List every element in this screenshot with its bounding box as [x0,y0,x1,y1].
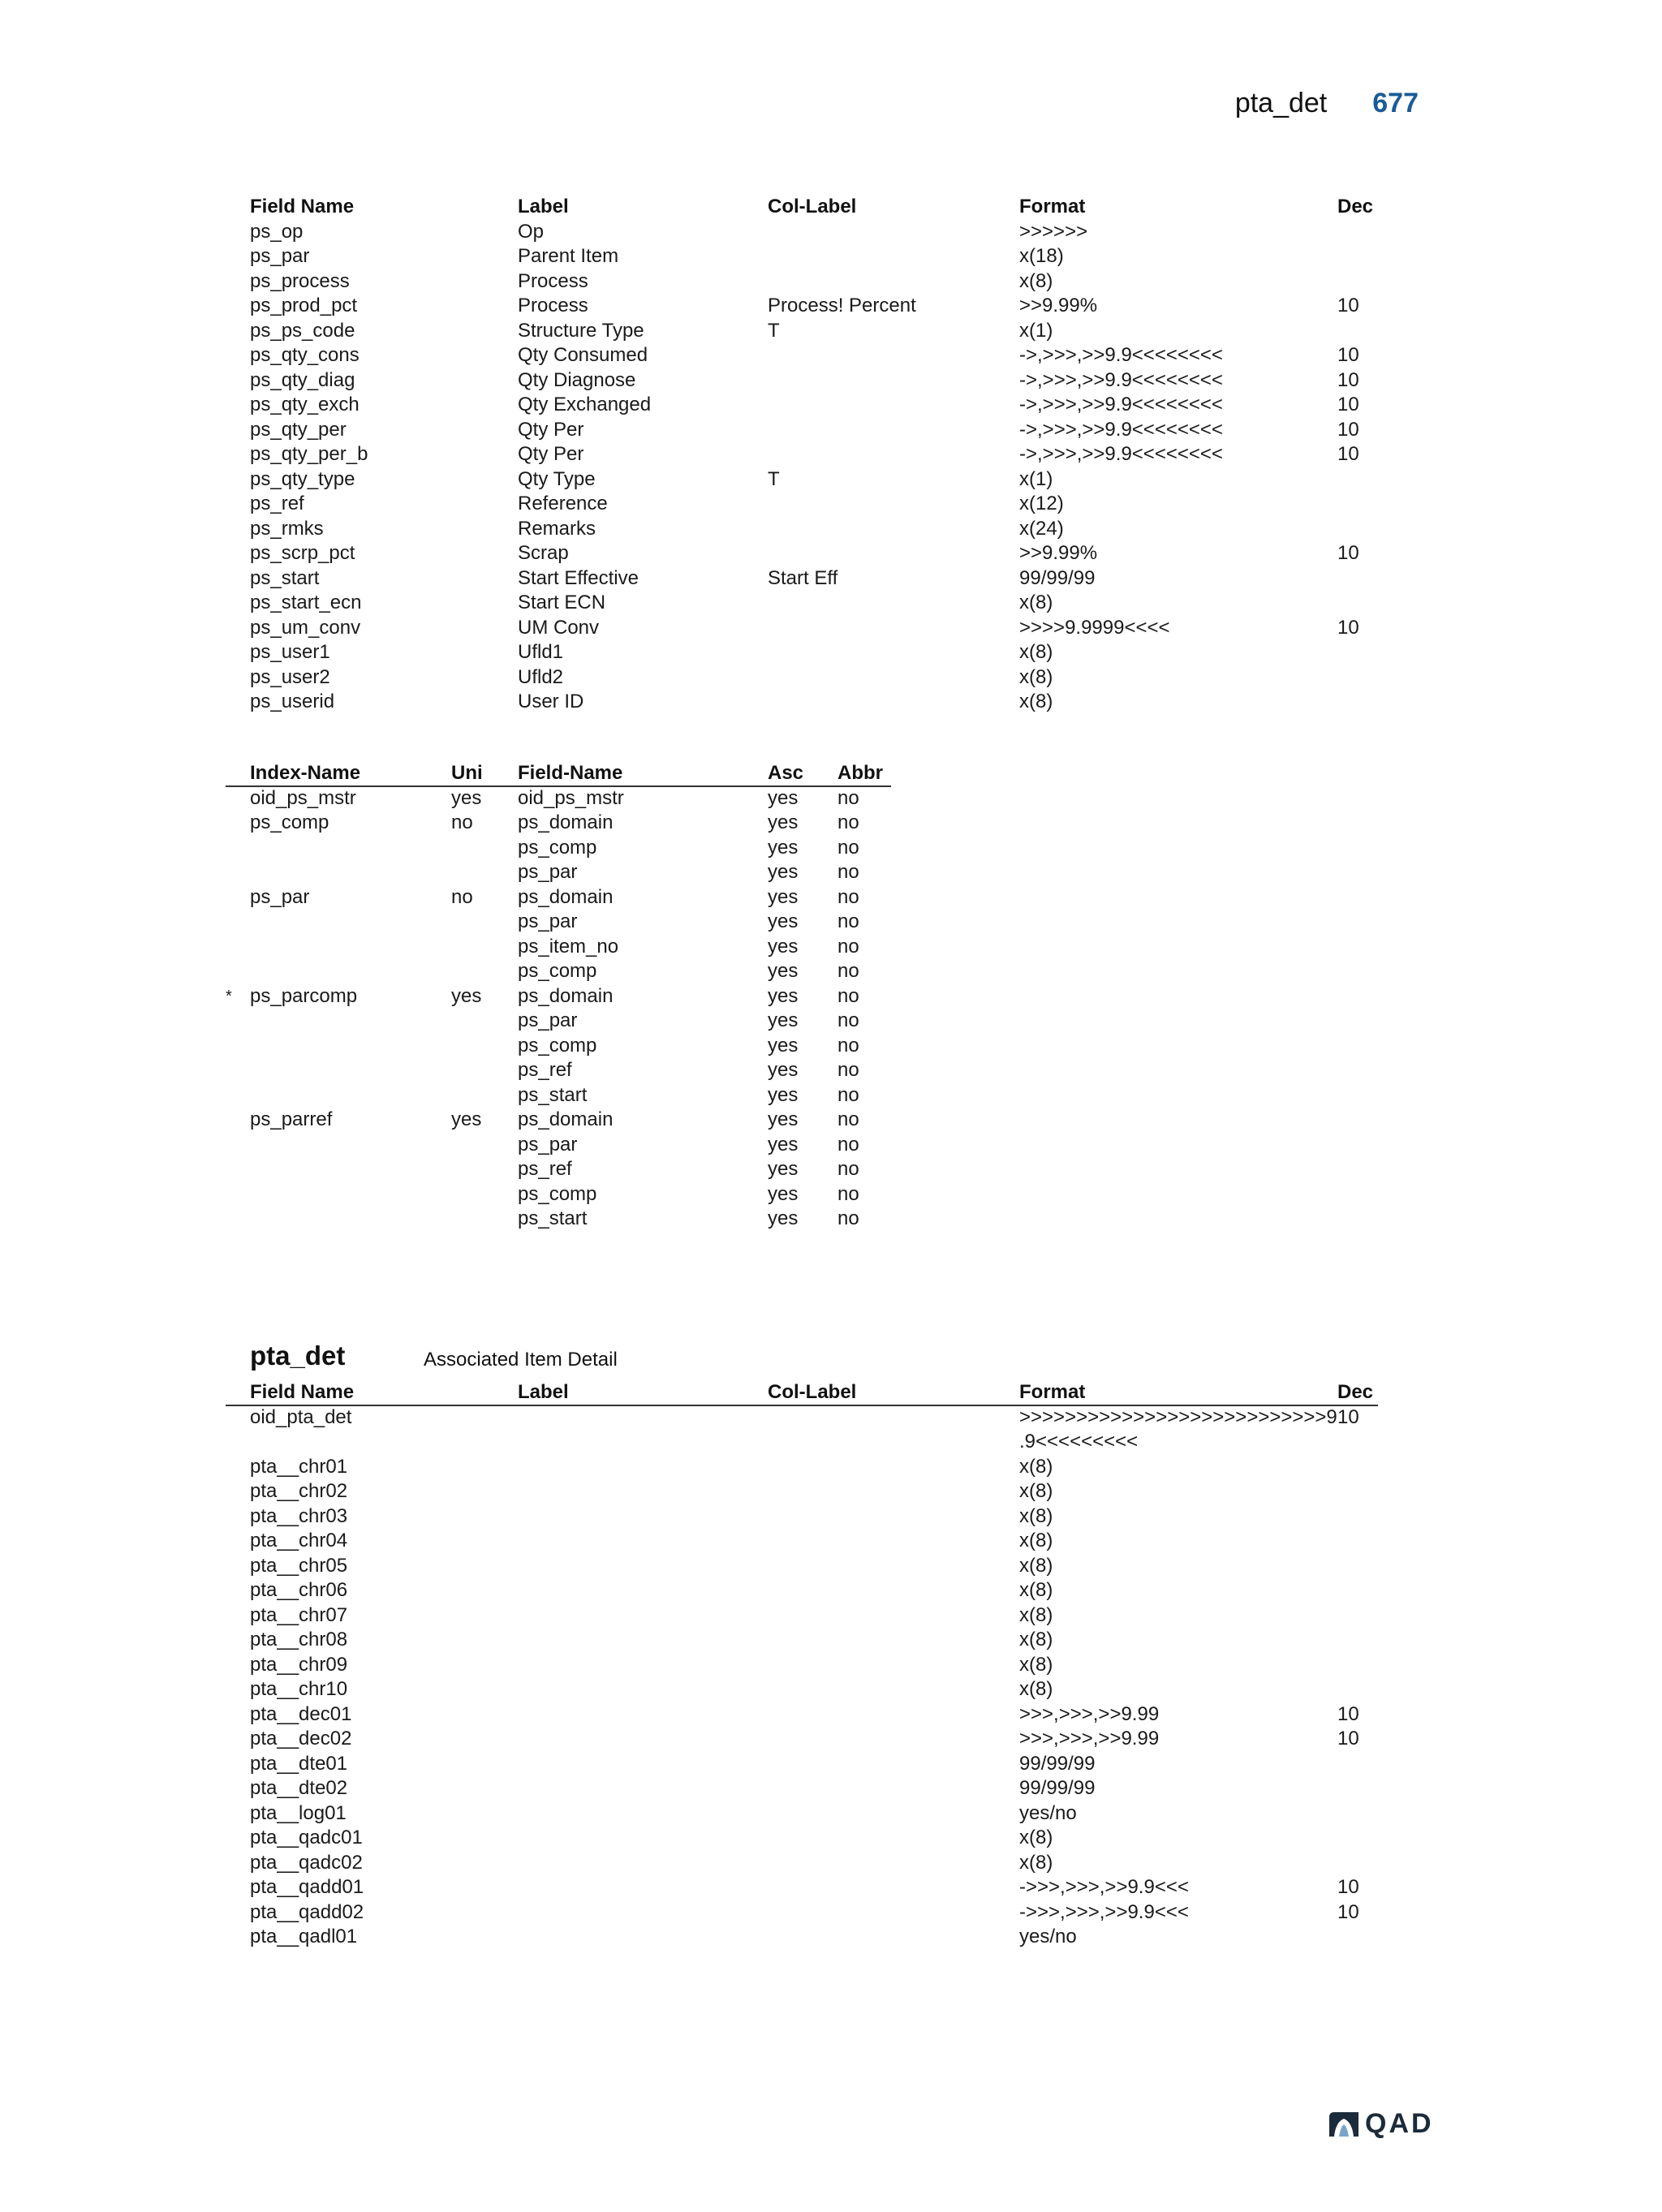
label-cell: Parent Item [518,245,619,267]
table-row [226,1578,1378,1603]
field-name-cell: pta__chr03 [250,1504,348,1527]
abbreviated-cell: no [837,811,859,833]
header-asc: Asc [768,762,804,784]
table-header-row [226,761,891,786]
table-row [226,1009,891,1034]
table-row [226,1083,891,1108]
header-dec: Dec [1337,196,1374,217]
table-row [226,1677,1378,1702]
field-name-cell: pta__chr08 [250,1629,348,1650]
label-cell: Qty Consumed [518,344,648,366]
header-col-label: Col-Label [768,1381,857,1403]
header-dec: Dec [1337,1381,1374,1403]
label-cell: Process [518,269,588,292]
format-cell: ->>>,>>>,>>9.9<<< [1019,1876,1189,1898]
format-cell: x(8) [1019,269,1053,292]
field-name-cell: pta__chr02 [250,1480,348,1502]
format-cell: yes/no [1019,1926,1077,1947]
table-row [226,1702,1378,1728]
table-row-continuation [226,1430,1378,1455]
field-name-cell: pta__qadc01 [250,1827,363,1848]
field-name-cell: oid_pta_det [250,1405,352,1428]
format-cell: x(8) [1019,1629,1053,1650]
page-number: 677 [1372,88,1419,118]
table-row [226,418,1378,443]
field-name-cell: ps_userid [250,691,335,712]
field-name-cell: ps_comp [518,836,597,859]
col-label-cell: T [768,467,780,490]
ascending-cell: yes [768,1083,799,1106]
format-cell: >>>>9.9999<<<< [1019,616,1170,639]
qad-logo [1328,2108,1434,2140]
dec-cell: 10 [1337,394,1359,415]
field-name-cell: pta__chr06 [250,1579,348,1601]
abbreviated-cell: no [837,1158,859,1180]
ascending-cell: yes [768,960,799,982]
format-cell: 99/99/99 [1019,1752,1096,1775]
field-name-cell: pta__qadd02 [250,1900,364,1923]
table-row [226,1826,1378,1851]
abbreviated-cell: no [837,1009,859,1031]
index-name-cell: ps_parcomp [250,984,358,1007]
table-row [226,640,1378,665]
field-name-cell: ps_start [518,1083,588,1106]
format-cell: 99/99/99 [1019,566,1096,589]
field-name-cell: ps_ref [250,493,304,514]
abbreviated-cell: no [837,984,859,1007]
header-index-name: Index-Name [250,762,361,784]
dec-cell: 10 [1337,418,1359,441]
format-cell: >>>,>>>,>>9.99 [1019,1728,1160,1749]
table-row [226,492,1378,517]
field-name-cell: pta__qadd01 [250,1876,364,1898]
table-row [226,910,891,935]
ascending-cell: yes [768,786,799,809]
field-name-cell: ps_qty_per_b [250,443,368,465]
format-cell: x(8) [1019,1603,1053,1626]
field-name-cell: ps_domain [518,1108,614,1130]
table-header-row [226,1380,1378,1405]
field-name-cell: ps_ref [518,1158,572,1180]
format-cell: ->>>,>>>,>>9.9<<< [1019,1900,1189,1923]
field-name-cell: ps_qty_diag [250,368,355,391]
field-name-cell: ps_qty_cons [250,344,360,366]
field-name-cell: ps_user1 [250,641,330,663]
table-row [226,1752,1378,1777]
field-name-cell: ps_qty_exch [250,394,360,415]
format-cell: x(8) [1019,1480,1053,1502]
format-cell: x(8) [1019,1455,1053,1478]
table-row [226,984,891,1009]
abbreviated-cell: no [837,1182,859,1205]
format-cell: ->,>>>,>>9.9<<<<<<<< [1019,368,1223,391]
format-cell: yes/no [1019,1801,1077,1824]
table-row [226,517,1378,542]
label-cell: UM Conv [518,616,600,639]
format-cell: x(8) [1019,592,1053,613]
header-abbr: Abbr [837,762,883,784]
table-row [226,1034,891,1059]
field-name-cell: ps_prod_pct [250,295,358,316]
table-row [226,591,1378,616]
format-cell: x(8) [1019,1827,1053,1848]
header-field-name: Field-Name [518,762,623,784]
ascending-cell: yes [768,811,799,833]
label-cell: Qty Per [518,418,584,441]
table-row [226,1157,891,1182]
field-name-cell: ps_scrp_pct [250,542,355,564]
table-row [226,1529,1378,1554]
ascending-cell: yes [768,1108,799,1130]
dec-cell: 10 [1337,1900,1359,1923]
label-cell: Remarks [518,517,596,540]
abbreviated-cell: no [837,836,859,859]
field-name-cell: oid_ps_mstr [518,786,624,809]
table-row [226,1455,1378,1480]
header-label: Label [518,196,569,217]
format-cell: >>>>>> [1019,220,1088,243]
field-name-cell: ps_qty_type [250,467,355,490]
table-row [226,343,1378,368]
table-row [226,244,1378,269]
label-cell: Qty Type [518,467,596,490]
label-cell: Ufld2 [518,665,564,688]
abbreviated-cell: no [837,861,859,883]
ascending-cell: yes [768,1009,799,1031]
field-name-cell: ps_ps_code [250,319,355,342]
field-name-cell: pta__chr04 [250,1530,348,1551]
format-cell: x(8) [1019,691,1053,712]
field-name-cell: ps_comp [518,1182,597,1205]
pta-fields-table [226,1380,1378,1950]
col-label-cell: T [768,319,780,342]
table-row [226,1900,1378,1926]
field-name-cell: pta__chr07 [250,1603,348,1626]
format-cell: >>>,>>>,>>9.99 [1019,1702,1160,1725]
table-row [226,860,891,885]
label-cell: Scrap [518,542,569,564]
field-name-cell: pta__chr01 [250,1455,348,1478]
dec-cell: 10 [1337,443,1359,465]
dec-cell: 10 [1337,616,1359,639]
dec-cell: 10 [1337,1728,1359,1749]
table-row [226,1133,891,1158]
table-row [226,885,891,910]
format-cell: x(8) [1019,665,1053,688]
field-name-cell: ps_domain [518,885,614,908]
format-cell: x(24) [1019,517,1064,540]
table-row [226,1628,1378,1653]
field-name-cell: pta__log01 [250,1801,347,1824]
format-cell: x(1) [1019,319,1053,342]
header-field-name: Field Name [250,196,355,217]
field-name-cell: ps_op [250,220,304,243]
abbreviated-cell: no [837,1083,859,1106]
label-cell: Start Effective [518,566,639,589]
ascending-cell: yes [768,1133,799,1155]
table-row [226,1727,1378,1752]
table-row [226,319,1378,344]
table-row [226,959,891,984]
field-name-cell: pta__qadl01 [250,1926,358,1947]
ascending-cell: yes [768,1207,799,1229]
abbreviated-cell: no [837,786,859,809]
field-name-cell: ps_par [518,1133,578,1155]
section-description: Associated Item Detail [424,1349,618,1371]
field-name-cell: pta__dec01 [250,1702,352,1725]
format-cell: ->,>>>,>>9.9<<<<<<<< [1019,418,1223,441]
field-name-cell: ps_comp [518,960,597,982]
table-row [226,442,1378,467]
table-row [226,1851,1378,1876]
abbreviated-cell: no [837,935,859,958]
dec-cell: 10 [1337,295,1359,316]
dec-cell: 10 [1337,344,1359,366]
format-cell: ->,>>>,>>9.9<<<<<<<< [1019,344,1223,366]
header-format: Format [1019,196,1086,217]
field-name-cell: pta__dte01 [250,1752,348,1775]
label-cell: Start ECN [518,592,606,613]
format-cell: x(8) [1019,641,1053,663]
table-row [226,1603,1378,1629]
table-row [226,616,1378,641]
abbreviated-cell: no [837,1059,859,1081]
table-row [226,1207,891,1232]
table-row [226,1058,891,1083]
table-row [226,1554,1378,1579]
ascending-cell: yes [768,836,799,859]
unique-cell: no [451,885,473,908]
table-row [226,1405,1378,1431]
ascending-cell: yes [768,1034,799,1057]
abbreviated-cell: no [837,1133,859,1155]
table-row [226,467,1378,493]
ascending-cell: yes [768,935,799,958]
table-row [226,541,1378,566]
field-name-cell: ps_par [250,245,310,267]
label-cell: Op [518,220,545,243]
ascending-cell: yes [768,885,799,908]
table-row [226,1801,1378,1827]
format-cell: x(1) [1019,467,1053,490]
table-row [226,368,1378,394]
abbreviated-cell: no [837,1207,859,1229]
field-name-cell: ps_rmks [250,517,324,540]
section-title: pta_det [250,1341,346,1371]
ascending-cell: yes [768,861,799,883]
field-name-cell: pta__chr09 [250,1653,348,1676]
ps-fields-table [226,195,1378,715]
label-cell: Qty Per [518,443,584,465]
format-cell: >>9.99% [1019,542,1098,564]
field-name-cell: ps_qty_per [250,418,347,441]
label-cell: User ID [518,691,584,712]
field-name-cell: ps_par [518,1009,578,1031]
label-cell: Reference [518,493,608,514]
format-cell: 99/99/99 [1019,1777,1096,1799]
page-header [1235,88,1419,119]
format-cell: x(8) [1019,1554,1053,1577]
field-name-cell: ps_um_conv [250,616,361,639]
format-cell: x(8) [1019,1579,1053,1601]
table-row [226,1653,1378,1678]
field-name-cell: ps_par [518,861,578,883]
format-cell: x(8) [1019,1530,1053,1551]
ascending-cell: yes [768,1059,799,1081]
abbreviated-cell: no [837,1108,859,1130]
abbreviated-cell: no [837,885,859,908]
index-name-cell: ps_parref [250,1108,333,1130]
field-name-cell: ps_par [518,910,578,932]
label-cell: Structure Type [518,319,644,342]
table-row [226,1108,891,1133]
table-row [226,269,1378,295]
format-cell: x(8) [1019,1504,1053,1527]
field-name-cell: ps_item_no [518,935,619,958]
table-row [226,1182,891,1207]
table-row [226,220,1378,245]
dec-cell: 10 [1337,1405,1359,1428]
ascending-cell: yes [768,984,799,1007]
index-name-cell: ps_par [250,885,310,908]
field-name-cell: ps_ref [518,1059,572,1081]
unique-cell: yes [451,984,482,1007]
field-name-cell: ps_process [250,269,350,292]
field-name-cell: ps_comp [518,1034,597,1057]
format-cell: x(8) [1019,1678,1053,1700]
table-row [226,665,1378,691]
table-row [226,786,891,811]
header-field-name: Field Name [250,1381,355,1403]
header-uni: Uni [451,762,483,784]
field-name-cell: pta__chr05 [250,1554,348,1577]
table-row [226,1479,1378,1504]
field-name-cell: ps_start_ecn [250,592,362,613]
field-name-cell: pta__dec02 [250,1728,352,1749]
table-row [226,1875,1378,1900]
field-name-cell: pta__dte02 [250,1777,348,1799]
col-label-cell: Start Eff [768,566,838,589]
table-row [226,393,1378,418]
header-label: Label [518,1381,569,1403]
dec-cell: 10 [1337,1876,1359,1898]
ps-index-table [226,761,891,1232]
ascending-cell: yes [768,1158,799,1180]
format-cell: x(12) [1019,493,1064,514]
index-name-cell: oid_ps_mstr [250,786,356,809]
abbreviated-cell: no [837,910,859,932]
label-cell: Process [518,295,588,316]
ascending-cell: yes [768,910,799,932]
label-cell: Qty Diagnose [518,368,636,391]
format-cell: x(8) [1019,1851,1053,1874]
label-cell: Ufld1 [518,641,564,663]
table-row [226,836,891,861]
format-cell: x(8) [1019,1653,1053,1676]
header-col-label: Col-Label [768,196,857,217]
format-cell-continuation: .9<<<<<<<<< [1019,1431,1139,1452]
header-format: Format [1019,1381,1086,1403]
table-row [226,294,1378,319]
dec-cell: 10 [1337,368,1359,391]
field-name-cell: pta__chr10 [250,1678,348,1700]
format-cell: >>9.99% [1019,295,1098,316]
table-row [226,566,1378,592]
page-header-title: pta_det [1234,88,1328,118]
qad-logo-icon [1328,2111,1360,2138]
unique-cell: yes [451,1108,482,1130]
field-name-cell: pta__qadc02 [250,1851,363,1874]
table-row [226,1925,1378,1950]
field-name-cell: ps_domain [518,811,614,833]
unique-cell: yes [451,786,482,809]
index-name-cell: ps_comp [250,811,329,833]
primary-index-marker: * [226,987,232,1005]
table-row [226,935,891,960]
field-name-cell: ps_user2 [250,665,330,688]
table-row [226,811,891,836]
ascending-cell: yes [768,1182,799,1205]
format-cell: >>>>>>>>>>>>>>>>>>>>>>>>>>>9 [1019,1405,1337,1428]
field-name-cell: ps_domain [518,984,614,1007]
table-row [226,690,1378,715]
table-row [226,1504,1378,1530]
dec-cell: 10 [1337,542,1359,564]
abbreviated-cell: no [837,960,859,982]
format-cell: ->,>>>,>>9.9<<<<<<<< [1019,394,1223,415]
format-cell: ->,>>>,>>9.9<<<<<<<< [1019,443,1223,465]
field-name-cell: ps_start [518,1207,588,1229]
qad-logo-text: QAD [1365,2108,1434,2139]
table-header-row [226,195,1378,220]
field-name-cell: ps_start [250,566,320,589]
unique-cell: no [451,811,473,833]
abbreviated-cell: no [837,1034,859,1057]
col-label-cell: Process! Percent [768,295,916,316]
format-cell: x(18) [1019,245,1064,267]
dec-cell: 10 [1337,1702,1359,1725]
label-cell: Qty Exchanged [518,394,652,415]
table-row [226,1776,1378,1801]
